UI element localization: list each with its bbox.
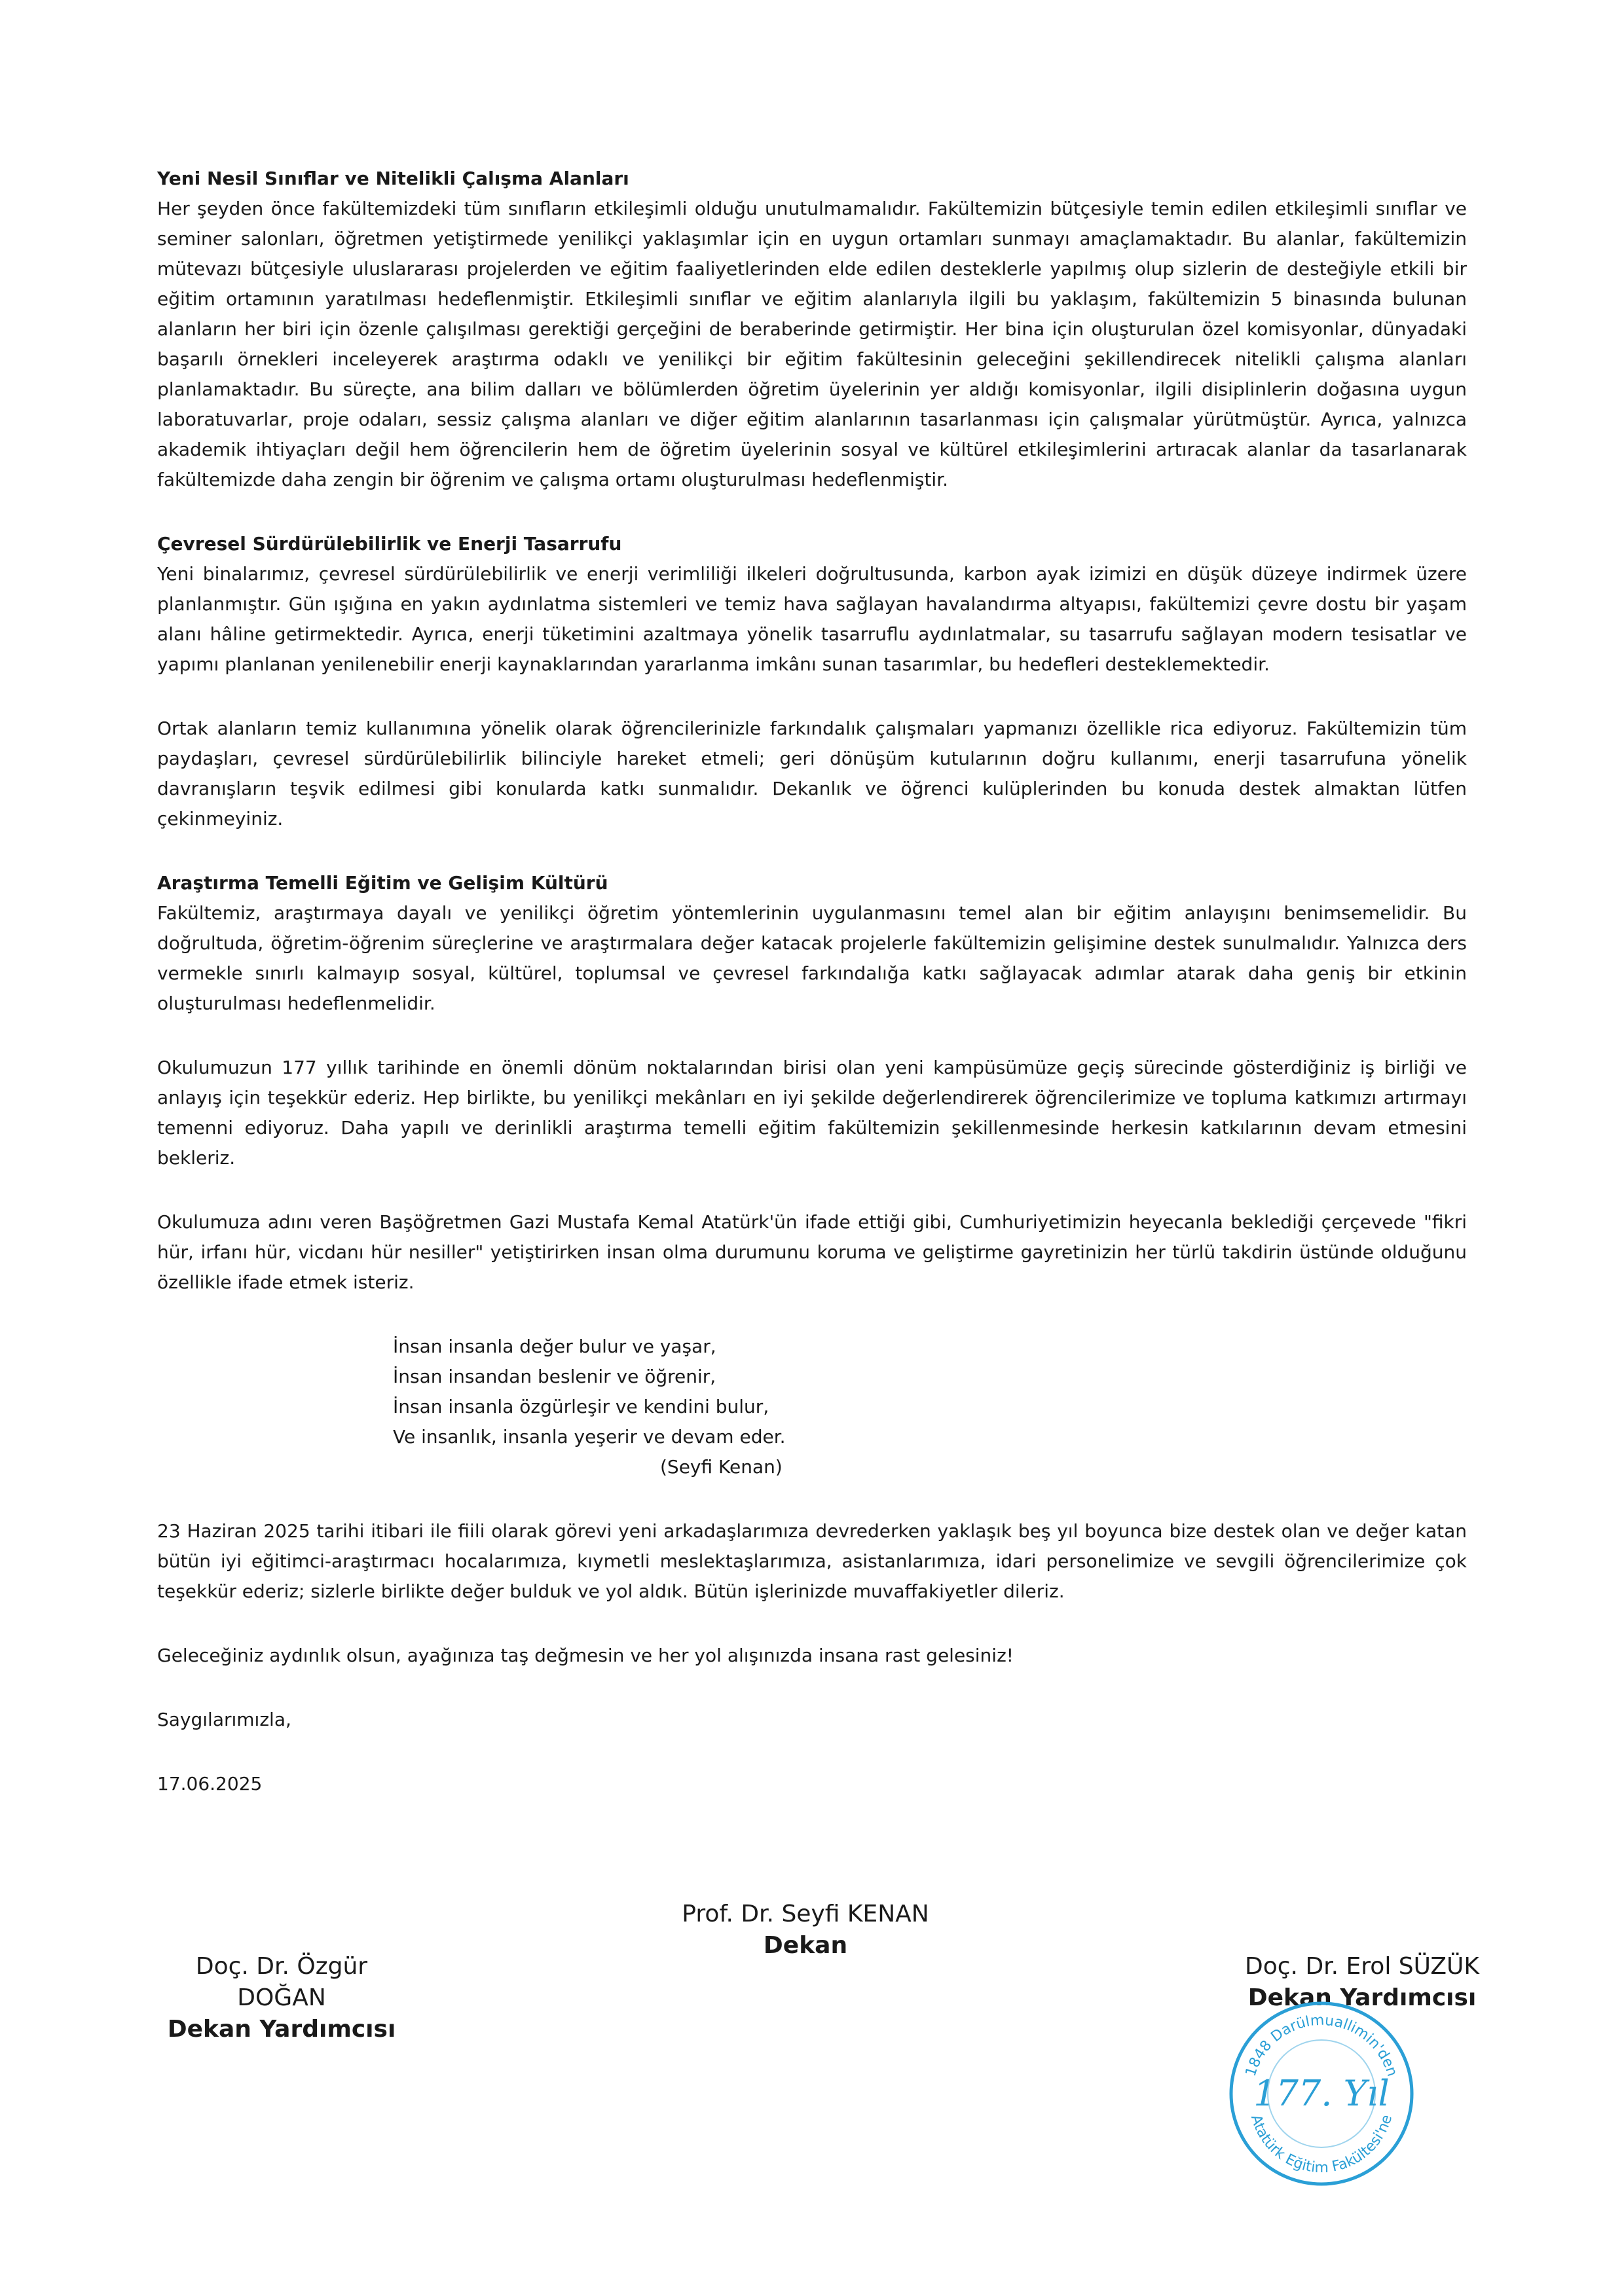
signature-title: Dekan Yardımcısı xyxy=(167,2016,396,2043)
poem-line: İnsan insanla değer bulur ve yaşar, xyxy=(393,1336,716,1357)
signature-name: Prof. Dr. Seyfi KENAN xyxy=(682,1901,929,1927)
date-line: 17.06.2025 xyxy=(157,1773,263,1795)
signature-name: Doç. Dr. Özgür DOĞAN xyxy=(195,1953,368,2011)
poem-author: (Seyfi Kenan) xyxy=(660,1456,783,1478)
seal-center-text: 177. Yıl xyxy=(1253,2073,1390,2114)
anniversary-seal-icon xyxy=(1223,1995,1420,2192)
signature-name: Doç. Dr. Erol SÜZÜK xyxy=(1245,1953,1479,1980)
signature-dean xyxy=(674,1899,936,1961)
paragraph: Ortak alanların temiz kullanımına yönelik olarak öğrencilerinizle farkındalık çalışmaları yapmanızı özellikle rica ediyoruz. Fakültemizin tüm paydaşları, çevresel sürdürülebilirlik bilinciyle hareket etmeli; geri dönüşüm kutularının doğru kullanımı, enerji tasarrufuna yönelik davranışların teşvik edilmesi gibi konularda katkı sunmalıdır. Dekanlık ve öğrenci kulüplerinden bu konuda destek almaktan lütfen çekinmeyiniz. xyxy=(157,718,1467,829)
letter-body xyxy=(157,164,1467,1833)
seal-bottom-text: Atatürk Eğitim Fakültesi'ne xyxy=(1247,2113,1396,2176)
poem-line: İnsan insanla özgürleşir ve kendini bulur, xyxy=(393,1396,769,1417)
section-heading: Araştırma Temelli Eğitim ve Gelişim Kültürü xyxy=(157,872,608,894)
paragraph: Yeni binalarımız, çevresel sürdürülebilirlik ve enerji verimliliği ilkeleri doğrultusunda, karbon ayak izimizi en düşük düzeye indirmek üzere planlanmıştır. Gün ışığına en yakın aydınlatma sistemleri ve temiz hava sağlayan havalandırma altyapısı, fakültemizi çevre dostu bir yaşam alanı hâline getirmektedir. Ayrıca, enerji tüketimini azaltmaya yönelik tasarruflu aydınlatmalar, su tasarrufu sağlayan modern tesisatlar ve yapımı planlanan yenilenebilir enerji kaynaklarından yararlanma imkânı sunan tasarımlar, bu hedefleri desteklemektedir. xyxy=(157,563,1467,675)
section-classrooms xyxy=(157,164,1467,495)
section-sustainability-cont xyxy=(157,714,1467,834)
section-sustainability xyxy=(157,529,1467,680)
poem-line: Ve insanlık, insanla yeşerir ve devam eder. xyxy=(393,1426,786,1448)
wish-line: Geleceğiniz aydınlık olsun, ayağınıza taş değmesin ve her yol alışınızda insana rast gelesiniz! xyxy=(157,1645,1014,1666)
section-heading: Yeni Nesil Sınıflar ve Nitelikli Çalışma Alanları xyxy=(157,168,629,189)
paragraph: Her şeyden önce fakültemizdeki tüm sınıfların etkileşimli olduğu unutulmamalıdır. Fakültemizin bütçesiyle temin edilen etkileşimli sınıflar ve seminer salonları, öğretmen yetiştirmede yenilikçi yaklaşımlar için en uygun ortamları sunmayı amaçlamaktadır. Bu alanlar, fakültemizin mütevazı bütçesiyle uluslararası projelerden ve eğitim faaliyetlerinden elde edilen desteklerle yapılmış olup sizlerin de desteğiyle etkili bir eğitim ortamının yaratılması hedeflenmiştir. Etkileşimli sınıflar ve eğitim alanlarıyla ilgili bu yaklaşım, fakültemizin 5 binasında bulunan alanların her biri için özenle çalışılması gerektiği gerçeğini de beraberinde getirmiştir. Her bina için oluşturulan özel komisyonlar, dünyadaki başarılı örnekleri inceleyerek araştırma odaklı ve yenilikçi bir eğitim fakültesinin geleceğini şekillendirecek nitelikli çalışma alanları planlamaktadır. Bu süreçte, ana bilim dalları ve bölümlerden öğretim üyelerinin yer aldığı komisyonlar, ilgili disiplinlerin doğasına uygun laboratuvarlar, proje odaları, sessiz çalışma alanları ve diğer eğitim alanlarının tasarlanması için çalışmalar yürütmüştür. Ayrıca, yalnızca akademik ihtiyaçları değil hem öğrencilerin hem de öğretim üyelerinin sosyal ve kültürel etkileşimlerini artıracak alanlar da tasarlanarak fakültemizde daha zengin bir öğrenim ve çalışma ortamı oluşturulması hedeflenmiştir. xyxy=(157,198,1467,490)
signature-title: Dekan xyxy=(763,1932,848,1959)
poem-line: İnsan insandan beslenir ve öğrenir, xyxy=(393,1366,716,1387)
regards-line: Saygılarımızla, xyxy=(157,1709,291,1730)
section-research-cont-2 xyxy=(157,1207,1467,1298)
paragraph: Okulumuza adını veren Başöğretmen Gazi Mustafa Kemal Atatürk'ün ifade ettiği gibi, Cumhuriyetimizin heyecanla beklediği çerçevede "fikri hür, irfanı hür, vicdanı hür nesiller" yetiştirirken insan olma durumunu koruma ve geliştirme gayretinizin her türlü takdirin üstünde olduğunu özellikle ifade etmek isteriz. xyxy=(157,1211,1467,1293)
poem xyxy=(393,1332,1467,1482)
signature-title: Dekan Yardımcısı xyxy=(1247,1984,1477,2011)
seal-top-text: 1848 Darülmuallimin'den xyxy=(1242,2012,1401,2079)
signature-vice-dean-left xyxy=(164,1951,399,2045)
section-research xyxy=(157,868,1467,1019)
paragraph: Okulumuzun 177 yıllık tarihinde en önemli dönüm noktalarından birisi olan yeni kampüsümüze geçiş sürecinde gösterdiğiniz iş birliği ve anlayış için teşekkür ederiz. Hep birlikte, bu yenilikçi mekânları en iyi şekilde değerlendirerek öğrencilerimize ve topluma katkımızı artırmayı temenni ediyoruz. Daha yapılı ve derinlikli araştırma temelli eğitim fakültemizin şekillenmesinde herkesin katkılarının devam etmesini bekleriz. xyxy=(157,1057,1467,1169)
section-research-cont-1 xyxy=(157,1053,1467,1173)
paragraph: Fakültemiz, araştırmaya dayalı ve yenilikçi öğretim yöntemlerinin uygulanmasını temel alan bir eğitim anlayışını benimsemelidir. Bu doğrultuda, öğretim-öğrenim süreçlerine ve araştırmalara değer katacak projelerle fakültemizin gelişimine destek sunulmalıdır. Yalnızca ders vermekle sınırlı kalmayıp sosyal, kültürel, toplumsal ve çevresel farkındalığa katkı sağlayacak adımlar atarak daha geniş bir etkinin oluşturulması hedeflenmelidir. xyxy=(157,902,1467,1014)
section-heading: Çevresel Sürdürülebilirlik ve Enerji Tasarrufu xyxy=(157,533,622,555)
farewell-paragraph: 23 Haziran 2025 tarihi itibari ile fiili olarak görevi yeni arkadaşlarımıza devrederken yaklaşık beş yıl boyunca bize destek olan ve değer katan bütün iyi eğitimci-araştırmacı hocalarımıza, kıymetli meslektaşlarımıza, asistanlarımıza, idari personelimize ve sevgili öğrencilerimize çok teşekkür ederiz; sizlerle birlikte değer bulduk ve yol aldık. Bütün işlerinizde muvaffakiyetler dileriz. xyxy=(157,1520,1467,1602)
